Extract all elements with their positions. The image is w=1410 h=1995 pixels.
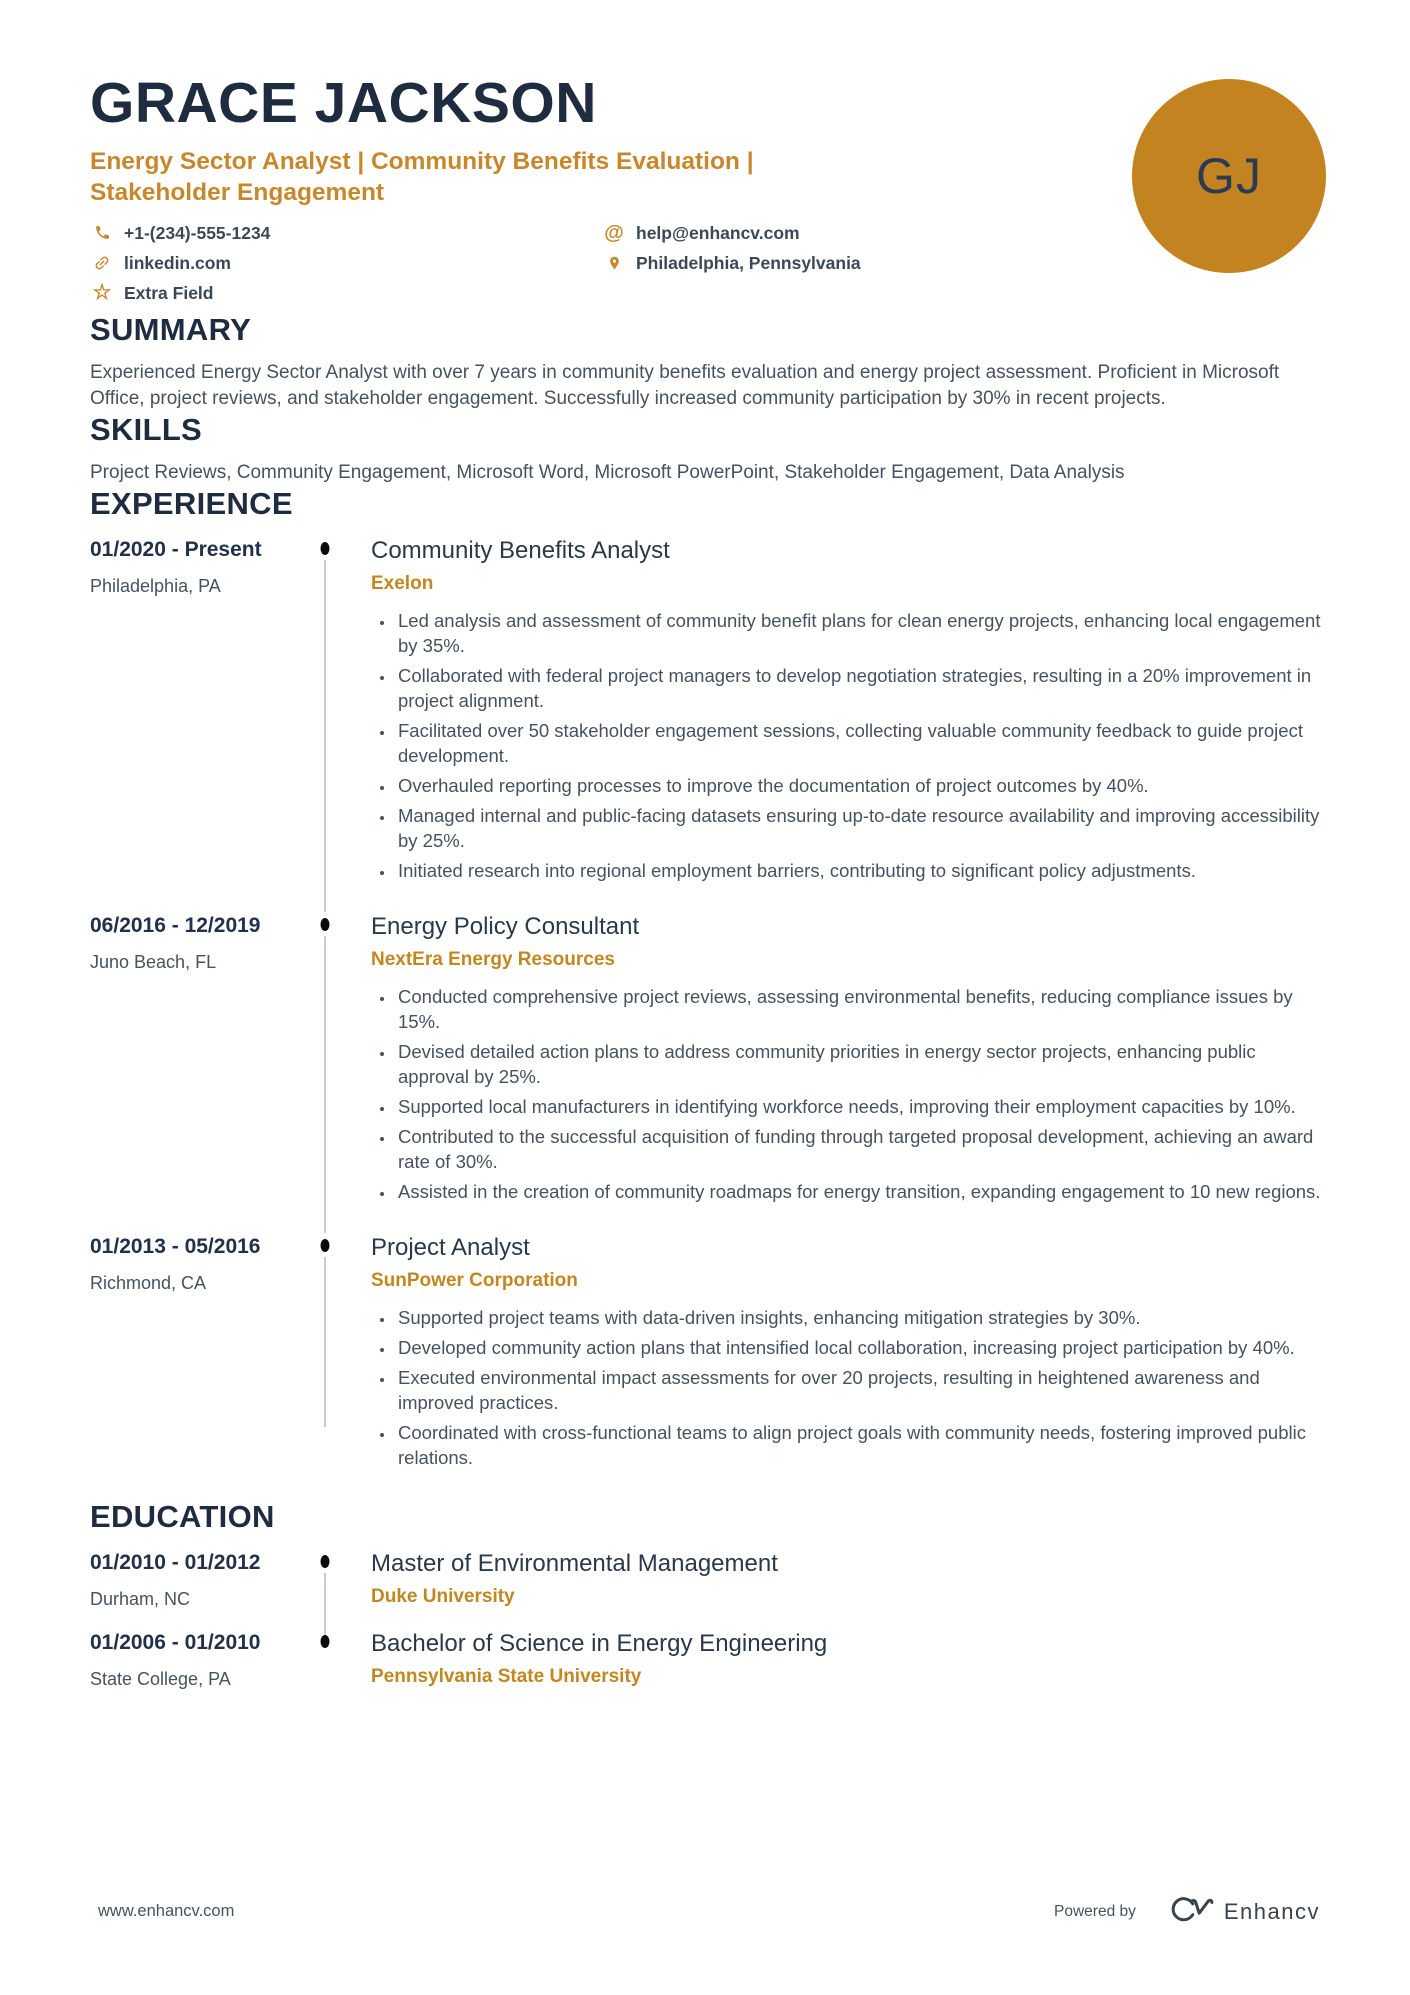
bullet-item: • Assisted in the creation of community roadmaps for energy transition, expanding engagement to 10 new regions. xyxy=(395,1179,1326,1204)
link-icon xyxy=(90,254,114,272)
bullet-list xyxy=(371,1305,1326,1470)
skills-heading: SKILLS xyxy=(90,411,203,447)
bullet-item: • Initiated research into regional employment barriers, contributing to significant policy adjustments. xyxy=(395,858,1326,883)
timeline-dot-icon xyxy=(320,542,329,555)
avatar xyxy=(1132,79,1326,273)
contact-linkedin[interactable] xyxy=(90,252,602,274)
experience-entries xyxy=(90,536,1326,1475)
timeline-line xyxy=(324,1573,326,1635)
entry-date: 01/2013 - 05/2016 xyxy=(90,1234,261,1258)
entry-left xyxy=(90,1233,300,1475)
phone-icon xyxy=(90,224,114,241)
bullet-item: • Collaborated with federal project managers to develop negotiation strategies, resulting in a 20% improvement in project alignment. xyxy=(395,663,1326,713)
bullet-list xyxy=(371,608,1326,883)
headline: Energy Sector Analyst | Community Benefits Evaluation | Stakeholder Engagement xyxy=(90,147,754,206)
bullet-item: • Conducted comprehensive project reviews, assessing environmental benefits, reducing compliance issues by 15%. xyxy=(395,984,1326,1034)
person-name: GRACE JACKSON xyxy=(90,71,597,135)
degree-title: Master of Environmental Management xyxy=(371,1549,778,1577)
timeline-rail xyxy=(300,536,349,888)
pin-icon xyxy=(602,254,626,272)
bullet-item: • Led analysis and assessment of community benefit plans for clean energy projects, enhancing local engagement by 35%. xyxy=(395,608,1326,658)
entry-location: Juno Beach, FL xyxy=(90,951,217,972)
contact-linkedin-text[interactable]: linkedin.com xyxy=(124,252,231,273)
education-entry xyxy=(90,1629,1326,1691)
summary-text: Experienced Energy Sector Analyst with over 7 years in community benefits evaluation and energy project assessment. Proficient in Microsoft Office, project reviews, and stakeholder engagement. Successfully increased community participation by 30% in recent projects. xyxy=(90,361,1280,409)
timeline-dot-icon xyxy=(320,918,329,931)
timeline-line xyxy=(324,1257,326,1427)
timeline-rail xyxy=(300,912,349,1209)
footer-site-link[interactable]: www.enhancv.com xyxy=(98,1902,235,1920)
powered-by-label: Powered by xyxy=(1054,1902,1136,1920)
school-name: Pennsylvania State University xyxy=(371,1665,642,1687)
brand-wordmark[interactable]: Enhancv xyxy=(1223,1898,1320,1924)
education-entries xyxy=(90,1549,1326,1691)
job-title: Project Analyst xyxy=(371,1233,530,1261)
bullet-list xyxy=(371,984,1326,1204)
timeline-rail xyxy=(300,1233,349,1475)
summary-heading: SUMMARY xyxy=(90,311,252,347)
entry-date: 01/2010 - 01/2012 xyxy=(90,1550,261,1574)
star-icon: ☆ xyxy=(92,280,112,304)
contact-phone-text: +1-(234)-555-1234 xyxy=(124,222,271,243)
entry-left xyxy=(90,912,300,1209)
entry-main xyxy=(349,1233,1326,1475)
entry-location: State College, PA xyxy=(90,1668,231,1689)
contact-extra-text: Extra Field xyxy=(124,282,214,303)
timeline-line xyxy=(324,560,326,912)
school-name: Duke University xyxy=(371,1585,515,1607)
entry-date: 06/2016 - 12/2019 xyxy=(90,913,261,937)
contact-email[interactable] xyxy=(602,222,861,244)
bullet-item: • Managed internal and public-facing datasets ensuring up-to-date resource availability and improving accessibility by 25%. xyxy=(395,803,1326,853)
entry-main xyxy=(349,1549,1326,1611)
entry-location: Durham, NC xyxy=(90,1588,191,1609)
bullet-item: • Executed environmental impact assessments for over 20 projects, resulting in heightened awareness and improved practices. xyxy=(395,1365,1326,1415)
contact-extra xyxy=(90,282,602,304)
at-icon: @ xyxy=(604,221,624,244)
entry-date: 01/2020 - Present xyxy=(90,537,262,561)
avatar-initials: GJ xyxy=(1196,148,1262,204)
job-title: Energy Policy Consultant xyxy=(371,912,640,940)
contact-phone xyxy=(90,222,602,244)
contact-block xyxy=(90,222,1326,312)
bullet-item: • Supported local manufacturers in identifying workforce needs, improving their employment capacities by 10%. xyxy=(395,1094,1326,1119)
company-name: Exelon xyxy=(371,572,434,594)
bullet-item: • Supported project teams with data-driven insights, enhancing mitigation strategies by 30%. xyxy=(395,1305,1326,1330)
skills-text: Project Reviews, Community Engagement, Microsoft Word, Microsoft PowerPoint, Stakeholder Engagement, Data Analysis xyxy=(90,461,1125,483)
entry-main xyxy=(349,912,1326,1209)
entry-location: Richmond, CA xyxy=(90,1272,207,1293)
contact-location-text: Philadelphia, Pennsylvania xyxy=(636,252,861,273)
job-title: Community Benefits Analyst xyxy=(371,536,670,564)
company-name: NextEra Energy Resources xyxy=(371,948,615,970)
timeline-dot-icon xyxy=(320,1555,329,1568)
contact-location xyxy=(602,252,861,274)
bullet-item: • Developed community action plans that intensified local collaboration, increasing project participation by 40%. xyxy=(395,1335,1326,1360)
entry-date: 01/2006 - 01/2010 xyxy=(90,1630,261,1654)
experience-entry xyxy=(90,912,1326,1209)
bullet-item: • Facilitated over 50 stakeholder engagement sessions, collecting valuable community feedback to guide project development. xyxy=(395,718,1326,768)
experience-entry xyxy=(90,1233,1326,1475)
company-name: SunPower Corporation xyxy=(371,1269,578,1291)
timeline-dot-icon xyxy=(320,1635,329,1648)
education-heading: EDUCATION xyxy=(90,1498,275,1534)
entry-left xyxy=(90,1549,300,1611)
entry-left xyxy=(90,1629,300,1691)
timeline-rail xyxy=(300,1549,349,1611)
timeline-line xyxy=(324,936,326,1233)
entry-main xyxy=(349,536,1326,888)
bullet-item: • Contributed to the successful acquisition of funding through targeted proposal development, achieving an award rate of 30%. xyxy=(395,1124,1326,1174)
education-entry xyxy=(90,1549,1326,1611)
timeline-rail xyxy=(300,1629,349,1691)
entry-location: Philadelphia, PA xyxy=(90,575,221,596)
experience-heading: EXPERIENCE xyxy=(90,485,293,521)
entry-left xyxy=(90,536,300,888)
header xyxy=(90,71,1326,312)
bullet-item: • Coordinated with cross-functional teams to align project goals with community needs, fostering improved public relations. xyxy=(395,1420,1326,1470)
experience-entry xyxy=(90,536,1326,888)
contact-email-text[interactable]: help@enhancv.com xyxy=(636,222,800,243)
footer xyxy=(98,1893,1320,1930)
bullet-item: • Devised detailed action plans to address community priorities in energy sector projects, enhancing public approval by 25%. xyxy=(395,1039,1326,1089)
bullet-item: • Overhauled reporting processes to improve the documentation of project outcomes by 40%. xyxy=(395,773,1326,798)
timeline-dot-icon xyxy=(320,1239,329,1252)
enhancv-logo-icon[interactable] xyxy=(1164,1893,1214,1930)
entry-main xyxy=(349,1629,1326,1691)
degree-title: Bachelor of Science in Energy Engineering xyxy=(371,1629,828,1657)
